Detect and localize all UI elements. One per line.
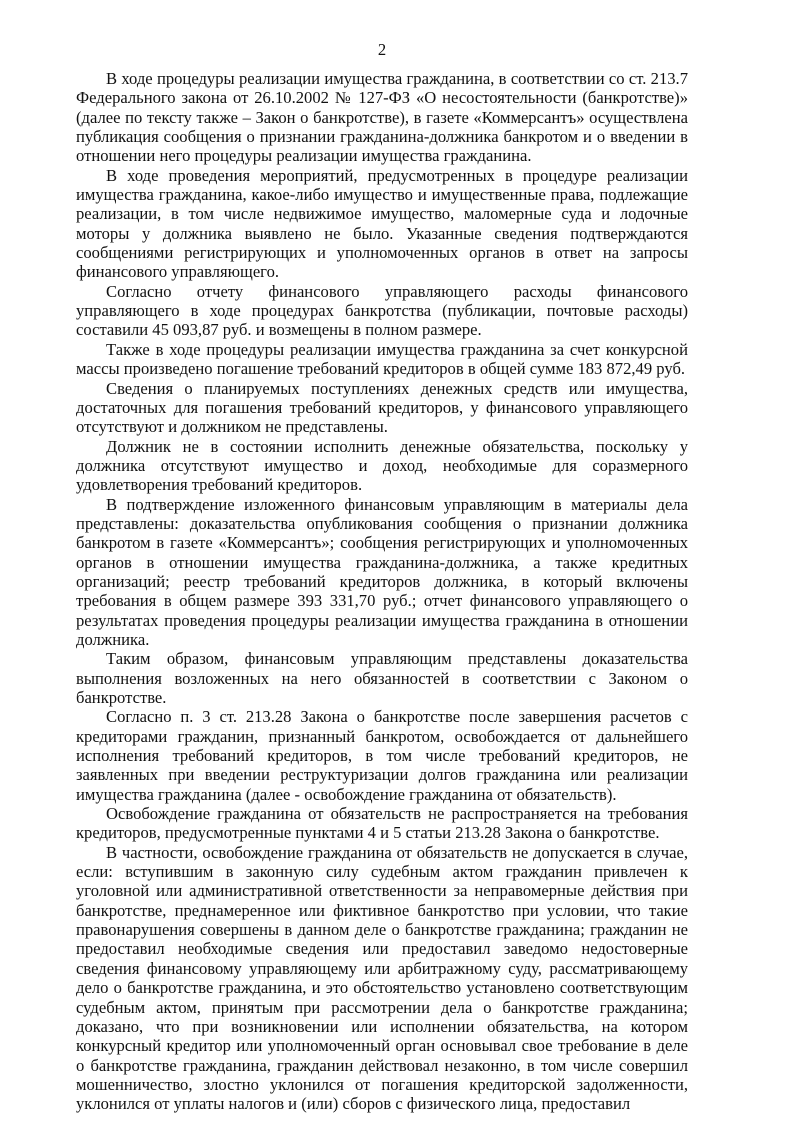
paragraph-repayment: Также в ходе процедуры реализации имущества гражданина за счет конкурсной массы произведено погашение требований кредиторов в общей сумме 183 872,49 руб.: [76, 339, 688, 379]
paragraph-release-rule: Согласно п. 3 ст. 213.28 Закона о банкротстве после завершения расчетов с кредиторами гражданин, признанный банкротом, освобождается от дальнейшего исполнения требований кредиторов, в том числе требований кредиторов, не заявленных при введении реструктуризации долгов гражданина или реализации имущества гражданина (далее - освобождение гражданина от обязательств).: [76, 707, 688, 804]
paragraph-conclusion: Таким образом, финансовым управляющим представлены доказательства выполнения возложенных на него обязанностей в соответствии с Законом о банкротстве.: [76, 649, 688, 707]
paragraph-evidence: В подтверждение изложенного финансовым управляющим в материалы дела представлены: доказательства опубликования сообщения о признании должника банкротом в газете «Коммерсантъ»; сообщения регистрирующих и уполномоченных органов в отношении имущества гражданина-должника, а также кредитных организаций; реестр требований кредиторов должника, в который включены требования в общем размере 393 331,70 руб.; отчет финансового управляющего о результатах проведения процедуры реализации имущества гражданина в отношении должника.: [76, 494, 688, 649]
paragraph-planned-income: Сведения о планируемых поступлениях денежных средств или имущества, достаточных для погашения требований кредиторов, у финансового управляющего отсутствуют и должником не представлены.: [76, 378, 688, 437]
paragraph-publication: В ходе процедуры реализации имущества гражданина, в соответствии со ст. 213.7 Федерального закона от 26.10.2002 № 127-ФЗ «О несостоятельности (банкротстве)» (далее по тексту также – Закон о банкротстве), в газете «Коммерсантъ» осуществлена публикация сообщения о признании гражданина-должника банкротом и о введении в отношении него процедуры реализации имущества гражданина.: [76, 69, 688, 166]
paragraph-release-exceptions: Освобождение гражданина от обязательств не распространяется на требования кредиторов, предусмотренные пунктами 4 и 5 статьи 213.28 Закона о банкротстве.: [76, 804, 688, 843]
paragraph-no-property: В ходе проведения мероприятий, предусмотренных в процедуре реализации имущества гражданина, какое-либо имущество и имущественные права, подлежащие реализации, в том числе недвижимое имущество, маломерные суда и лодочные моторы у должника выявлено не было. Указанные сведения подтверждаются сообщениями регистрирующих и уполномоченных органов в ответ на запросы финансового управляющего.: [76, 165, 688, 282]
page-number: 2: [377, 40, 387, 59]
paragraph-release-not-allowed: В частности, освобождение гражданина от обязательств не допускается в случае, если: вступившим в законную силу судебным актом гражданин привлечен к уголовной или административной ответственности за неправомерные действия при банкротстве, преднамеренное или фиктивное банкротство при условии, что такие правонарушения совершены в данном деле о банкротстве гражданина; гражданин не предоставил необходимые сведения или предоставил заведомо недостоверные сведения финансовому управляющему или арбитражному суду, рассматривающему дело о банкротстве гражданина, и это обстоятельство установлено соответствующим судебным актом, принятым при рассмотрении дела о банкротстве гражданина; доказано, что при возникновении или исполнении обязательства, на котором конкурсный кредитор или уполномоченный орган основывал свое требование в деле о банкротстве гражданина, гражданин действовал незаконно, в том числе совершил мошенничество, злостно уклонился от погашения кредиторской задолженности, уклонился от уплаты налогов и (или) сборов с физического лица, предоставил: [76, 842, 688, 1114]
paragraph-expenses: Согласно отчету финансового управляющего расходы финансового управляющего в ходе процедурах банкротства (публикации, почтовые расходы) составили 45 093,87 руб. и возмещены в полном размере.: [76, 281, 688, 340]
document-page: [76, 40, 688, 1114]
paragraph-insolvency: Должник не в состоянии исполнить денежные обязательства, поскольку у должника отсутствуют имущество и доход, необходимые для соразмерного удовлетворения требований кредиторов.: [76, 436, 688, 495]
